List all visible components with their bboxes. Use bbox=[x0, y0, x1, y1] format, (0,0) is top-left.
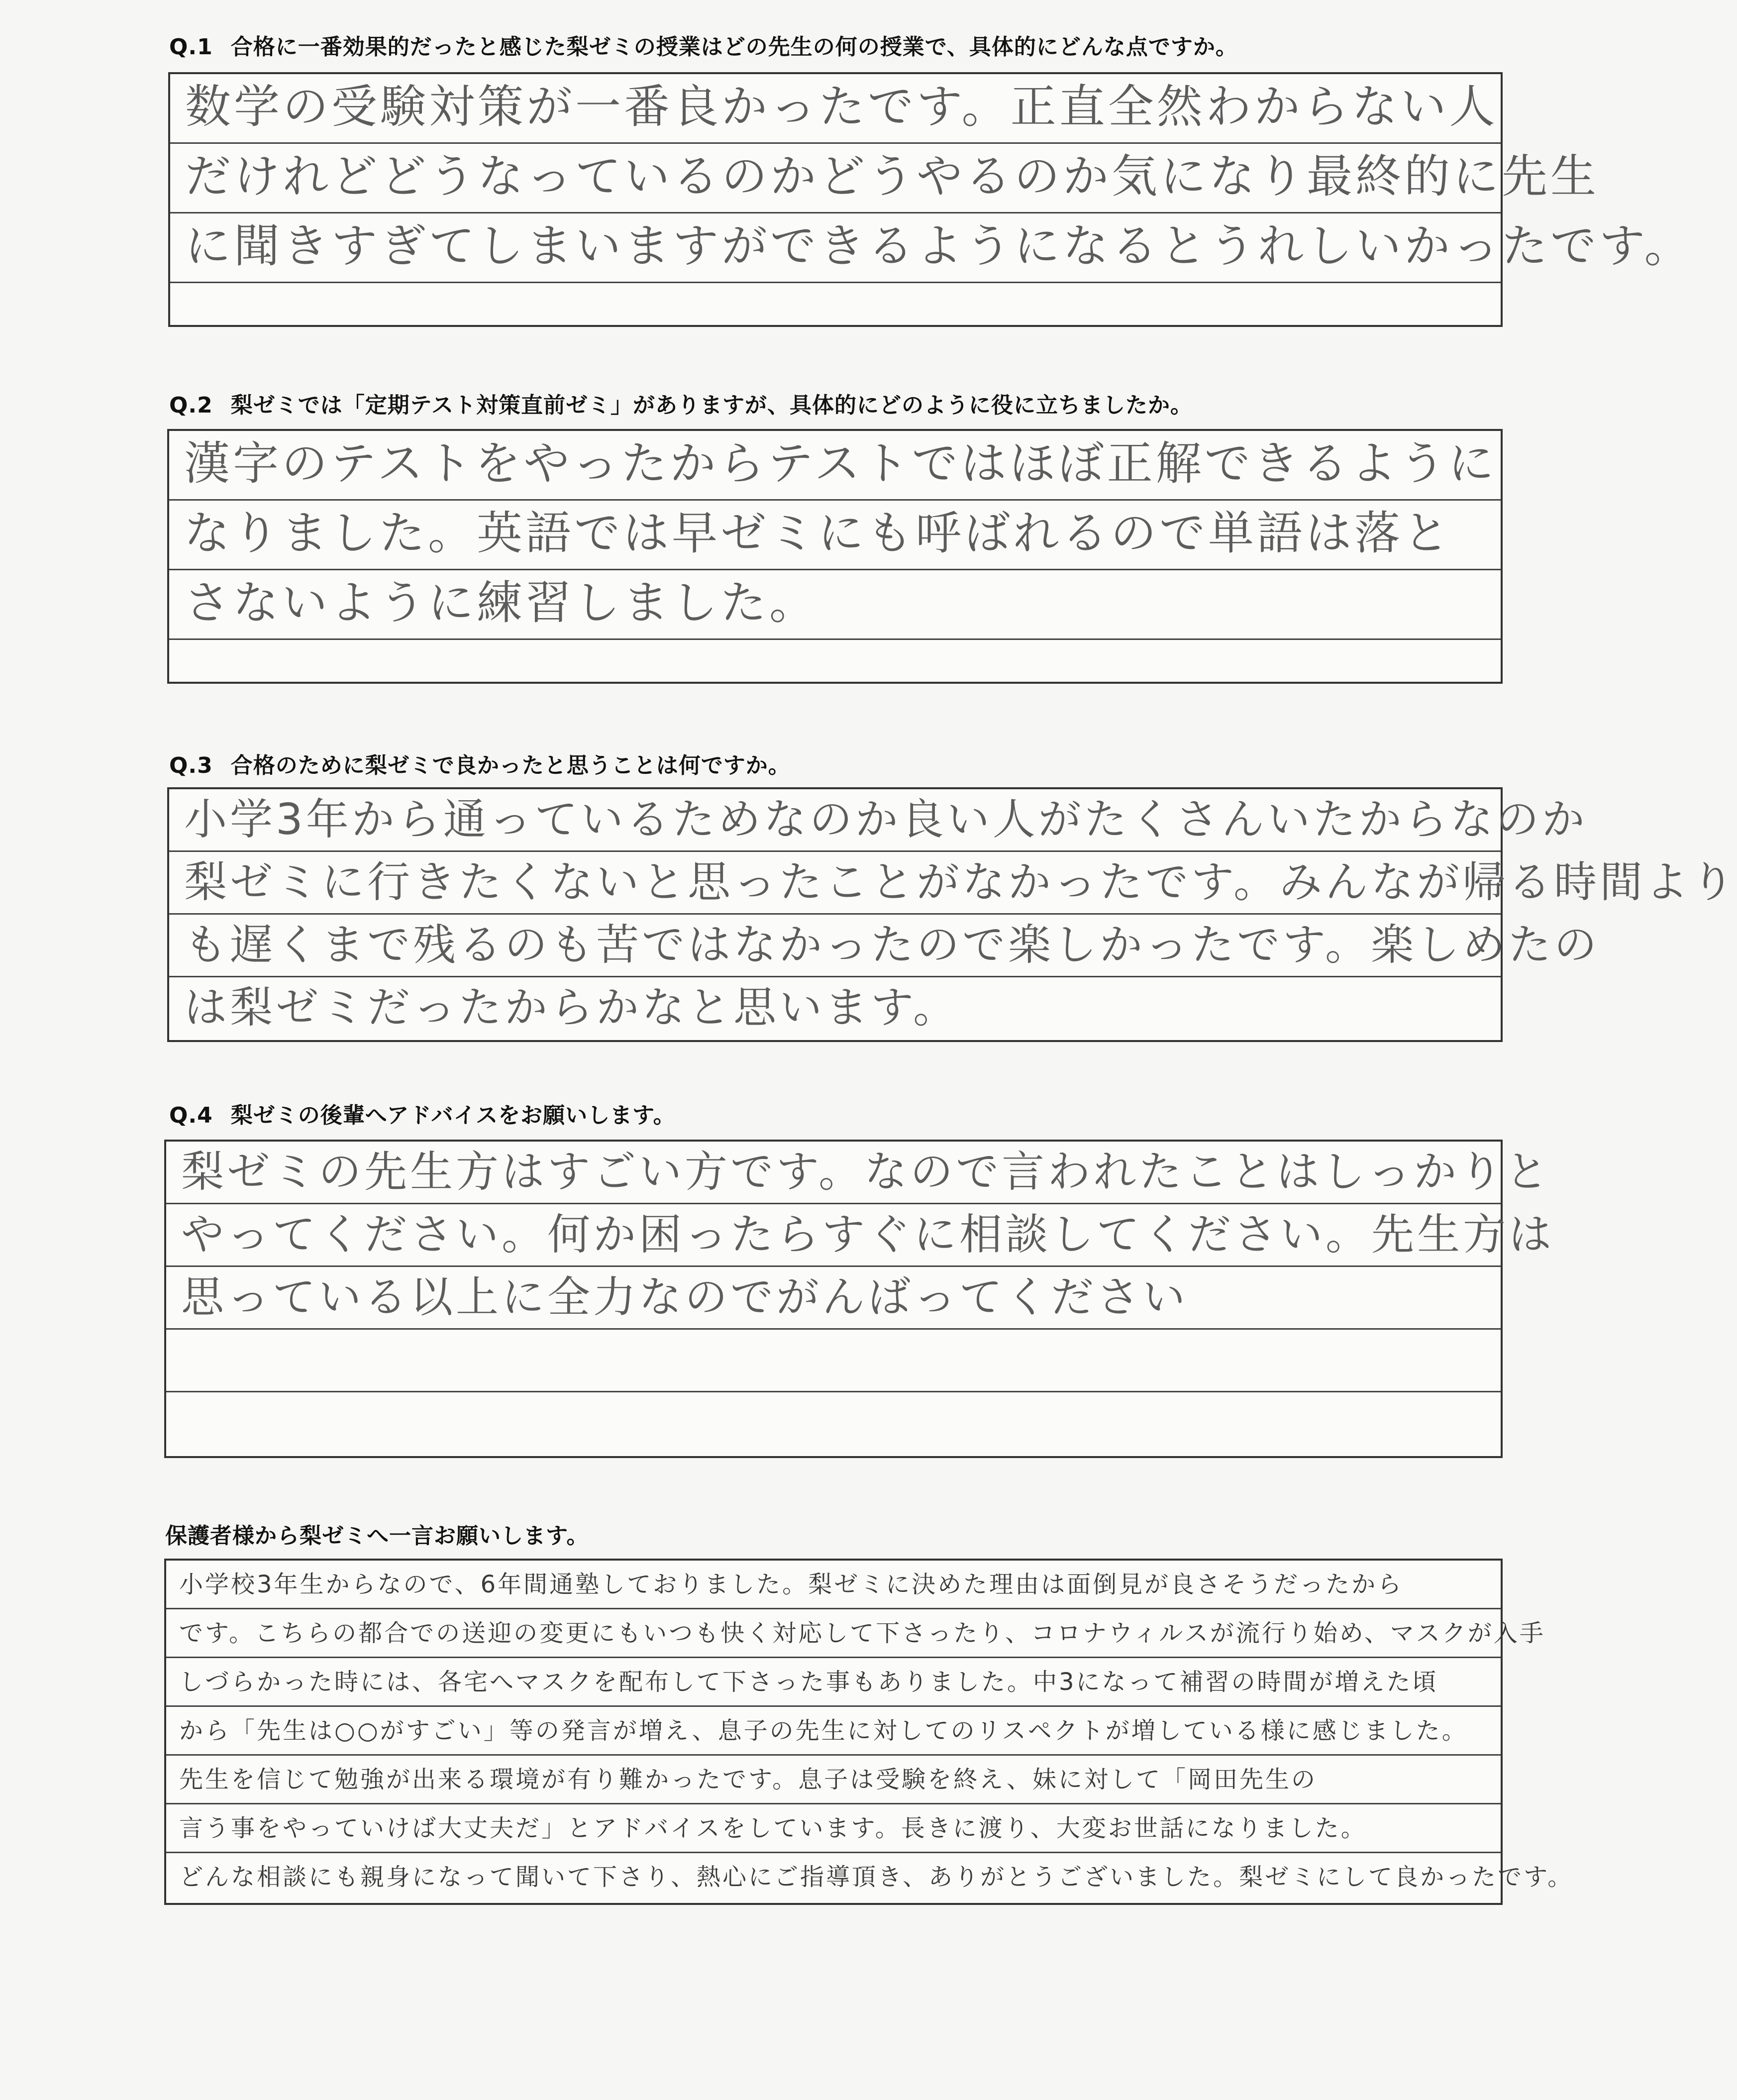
parent-heading bbox=[165, 1518, 589, 1550]
q1-answer-line: に聞きすぎてしまいますができるようになるとうれしいかったです。 bbox=[170, 213, 1501, 283]
q1-answer-box bbox=[168, 72, 1693, 327]
q4-text: 梨ゼミの後輩へアドバイスをお願いします。 bbox=[230, 1103, 676, 1128]
parent-heading-text: 保護者様から梨ゼミへ一言お願いします。 bbox=[165, 1523, 589, 1549]
parent-answer-line: から「先生は○○がすごい」等の発言が増え、息子の先生に対してのリスペクトが増している様に感じました。 bbox=[166, 1707, 1501, 1756]
q1-heading bbox=[169, 29, 1238, 61]
q3-answer-line: は梨ゼミだったからかなと思います。 bbox=[184, 983, 959, 1033]
parent-answer-line: 言う事をやっていけば大丈夫だ」とアドバイスをしています。長きに渡り、大変お世話になりました。 bbox=[166, 1804, 1501, 1853]
q1-answer-line: 数学の受験対策が一番良かったです。正直全然わからない人 bbox=[170, 74, 1501, 144]
parent-answer-line: どんな相談にも親身になって聞いて下さり、熱心にご指導頂き、ありがとうございました。梨ゼミにして良かったです。 bbox=[179, 1863, 1574, 1891]
q1-number: Q.1 bbox=[169, 34, 213, 60]
q3-answer-line: 梨ゼミに行きたくないと思ったことがなかったです。みんなが帰る時間より bbox=[169, 852, 1501, 915]
parent-answer-line: 小学校3年生からなので、6年間通塾しておりました。梨ゼミに決めた理由は面倒見が良さそうだったから bbox=[166, 1561, 1501, 1609]
q2-text: 梨ゼミでは「定期テスト対策直前ゼミ」がありますが、具体的にどのように役に立ちましたか。 bbox=[230, 393, 1193, 418]
q1-answer-line: だけれどどうなっているのかどうやるのか気になり最終的に先生 bbox=[170, 144, 1501, 213]
q2-answer-line: なりました。英語では早ゼミにも呼ばれるので単語は落と bbox=[169, 501, 1501, 570]
parent-answer-box bbox=[164, 1559, 1574, 1905]
q2-answer-box bbox=[167, 429, 1503, 684]
q1-answer-line bbox=[170, 283, 1501, 353]
q4-answer-line bbox=[166, 1392, 1501, 1455]
q4-number: Q.4 bbox=[169, 1103, 213, 1128]
q3-number: Q.3 bbox=[169, 753, 213, 778]
q2-answer-line: さないように練習しました。 bbox=[169, 570, 1501, 640]
q4-answer-line: 梨ゼミの先生方はすごい方です。なので言われたことはしっかりと bbox=[166, 1142, 1501, 1204]
q4-answer-line bbox=[166, 1330, 1501, 1392]
q4-heading bbox=[169, 1097, 676, 1129]
q4-answer-line: やってください。何か困ったらすぐに相談してください。先生方は bbox=[166, 1204, 1501, 1267]
q2-number: Q.2 bbox=[169, 393, 213, 418]
q4-answer-line: 思っている以上に全力なのでがんばってください bbox=[166, 1267, 1501, 1330]
q3-answer-box bbox=[167, 787, 1737, 1042]
parent-answer-line: 先生を信じて勉強が出来る環境が有り難かったです。息子は受験を終え、妹に対して「岡田先生の bbox=[166, 1756, 1501, 1804]
q3-answer-line: も遅くまで残るのも苦ではなかったので楽しかったです。楽しめたの bbox=[169, 915, 1501, 977]
q3-heading bbox=[169, 747, 791, 779]
parent-answer-line: しづらかった時には、各宅へマスクを配布して下さった事もありました。中3になって補習の時間が増えた頃 bbox=[166, 1658, 1501, 1707]
q3-text: 合格のために梨ゼミで良かったと思うことは何ですか。 bbox=[230, 753, 791, 778]
parent-answer-line: です。こちらの都合での送迎の変更にもいつも快く対応して下さったり、コロナウィルスが流行り始め、マスクが入手 bbox=[166, 1609, 1501, 1658]
q4-answer-box bbox=[164, 1140, 1554, 1458]
q2-answer-line: 漢字のテストをやったからテストではほぼ正解できるように bbox=[169, 431, 1501, 501]
q2-heading bbox=[169, 387, 1193, 419]
q3-answer-line: 小学3年から通っているためなのか良い人がたくさんいたからなのか bbox=[169, 789, 1501, 852]
q2-answer-line bbox=[169, 640, 1501, 710]
q1-text: 合格に一番効果的だったと感じた梨ゼミの授業はどの先生の何の授業で、具体的にどんな点ですか。 bbox=[230, 34, 1238, 60]
